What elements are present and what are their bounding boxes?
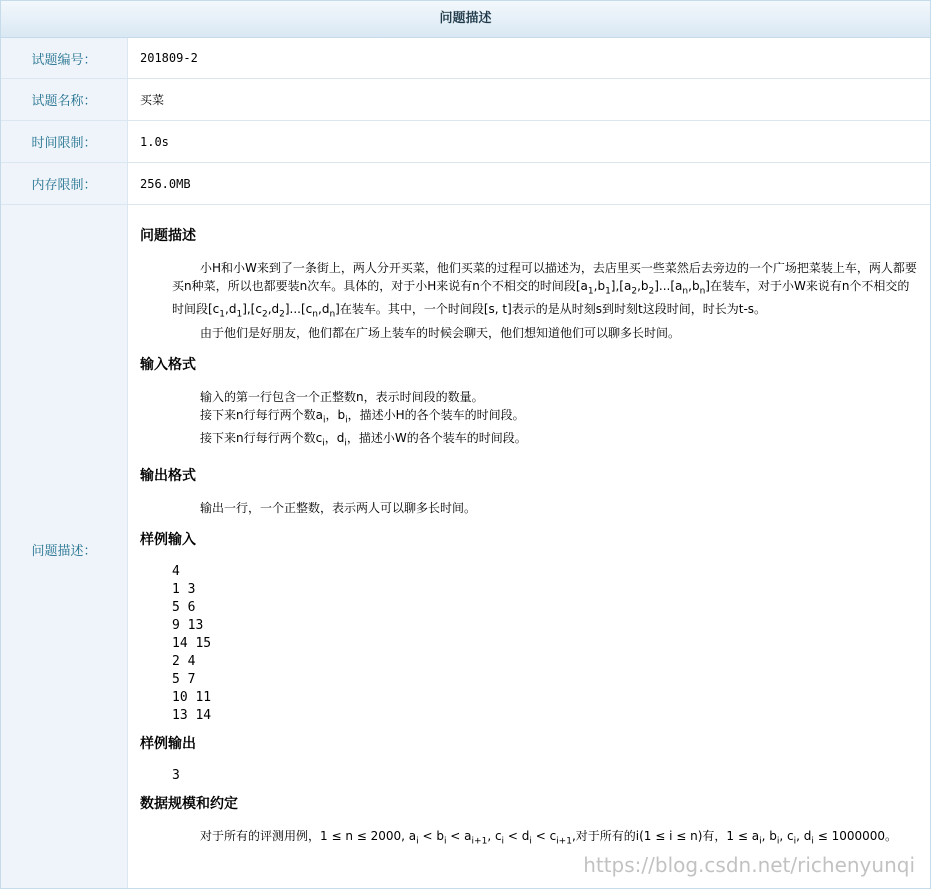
value-memory-limit: 256.0MB <box>140 176 191 191</box>
label-time-limit: 时间限制： <box>1 121 128 162</box>
row-description <box>1 205 930 889</box>
sample-input-block: 4 1 3 5 6 9 13 14 15 2 4 5 7 10 11 13 14 <box>172 563 212 723</box>
heading-output-format: 输出格式 <box>140 467 196 484</box>
description-body <box>128 205 930 889</box>
heading-sample-output: 样例输出 <box>140 735 196 752</box>
value-problem-id: 201809-2 <box>140 51 198 65</box>
description-paragraph-1: 小H和小W来到了一条街上，两人分开买菜，他们买菜的过程可以描述为，去店里买一些菜然后去旁边的一个广场把菜装上车，两人都要买n种菜，所以也都要装n次车。具体的，对于小H来说有n个不相交的时间段$[a_1,b_1],[a_2,b_2]...[a_n,b_n]$在装车，对于小W来说有n个不相交的时间段$[c_1,d_1],[c_2,d_2]...[c_n,d_n]$在装车。其中，一个时间段[s, t]表示的是从时刻s到时刻t这段时间，时长为t-s。 由于他们是好朋友，他们都在广场上装车的时候会聊天，他们想知道他们可以聊多长时间。 <box>172 261 917 340</box>
label-problem-name: 试题名称： <box>1 79 128 120</box>
heading-sample-input: 样例输入 <box>140 531 196 548</box>
label-description: 问题描述： <box>1 205 128 889</box>
row-problem-id <box>1 38 930 79</box>
row-time-limit <box>1 121 930 163</box>
heading-data-scale: 数据规模和约定 <box>140 795 238 812</box>
value-problem-name: 买菜 <box>140 93 165 107</box>
row-problem-name <box>1 79 930 121</box>
sample-output-block: 3 <box>172 767 180 783</box>
input-format-text: 输入的第一行包含一个正整数n，表示时间段的数量。 接下来n行每行两个数$a_i$，$b_i$，描述小H的各个装车的时间段。 接下来n行每行两个数$c_i$，$d_i$，描述小W的各个装车的时间段。 <box>200 389 527 449</box>
label-problem-id: 试题编号： <box>1 38 128 78</box>
watermark: https://blog.csdn.net/richenyunqi <box>583 853 915 877</box>
data-scale-text: 对于所有的评测用例，1 ≤ n ≤ 2000, $a_i < b_i < a_{i+1}$, $c_i < d_i < c_{i+1}$,对于所有的i(1 ≤ i ≤ n)有，$1 \le a_i$, $b_i$, $c_i$, $d_i \le 1000000$。 <box>200 828 898 846</box>
description-paragraph-2: 由于他们是好朋友，他们都在广场上装车的时候会聊天，他们想知道他们可以聊多长时间。 <box>200 325 681 340</box>
heading-input-format: 输入格式 <box>140 356 196 373</box>
output-format-text: 输出一行，一个正整数，表示两人可以聊多长时间。 <box>200 500 477 515</box>
value-time-limit: 1.0s <box>140 134 169 149</box>
heading-description: 问题描述 <box>140 228 196 244</box>
row-memory-limit <box>1 163 930 205</box>
label-memory-limit: 内存限制： <box>1 163 128 204</box>
table-header: 问题描述 <box>1 1 930 38</box>
